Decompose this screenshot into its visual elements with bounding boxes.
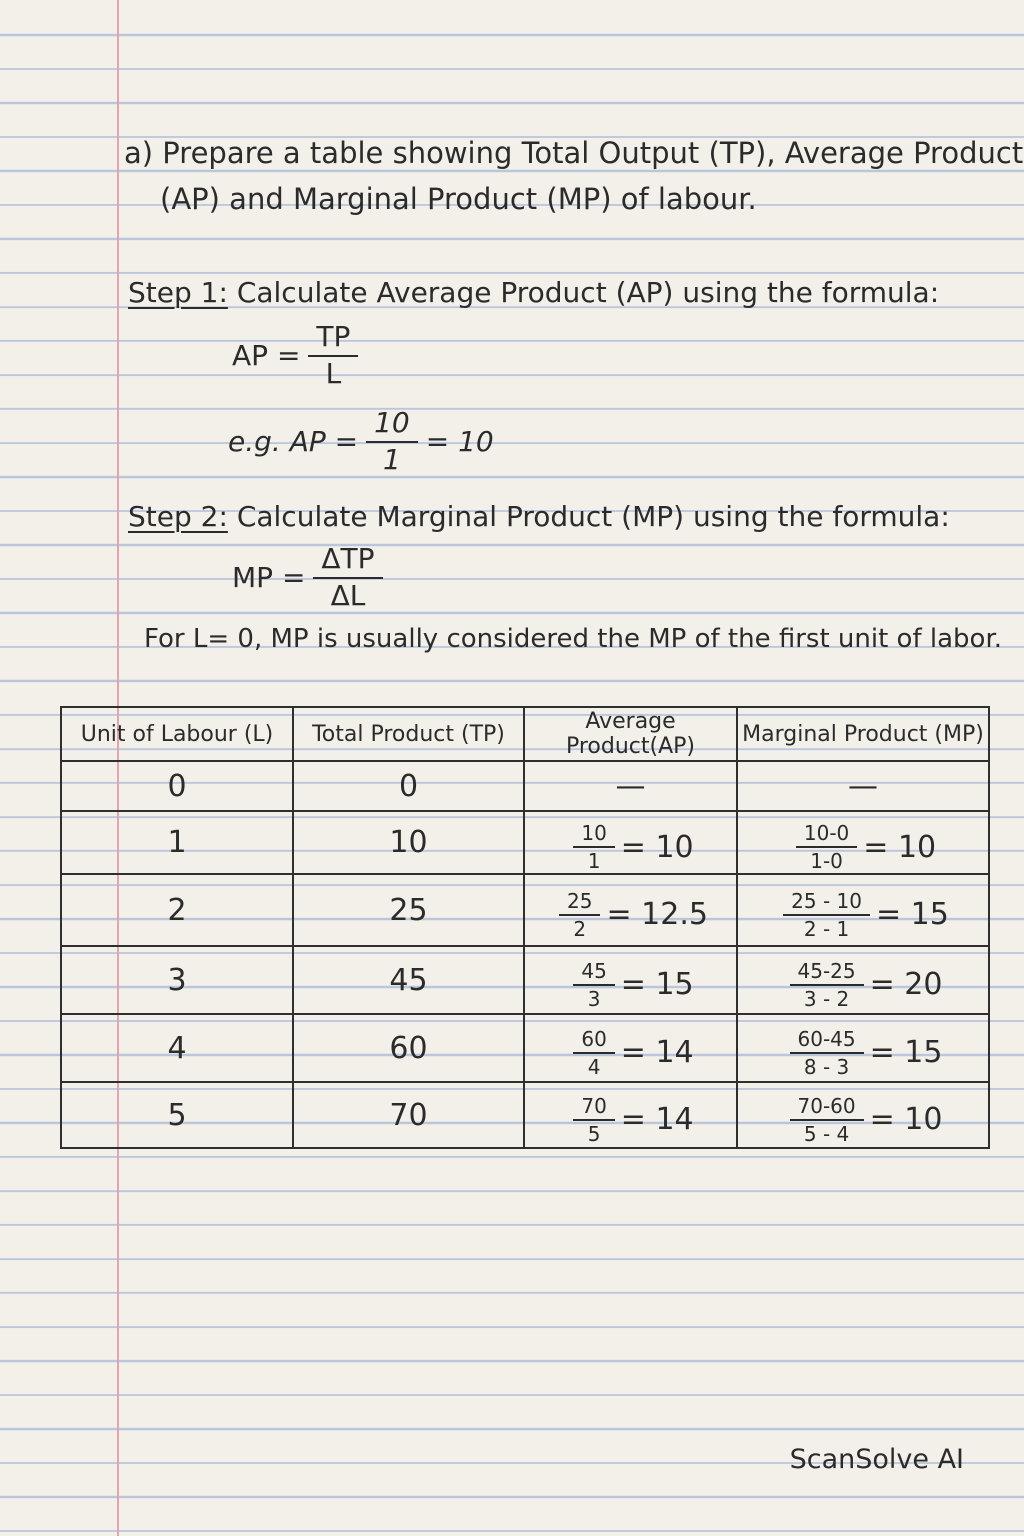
cell-marginal-product [737,811,989,874]
ap-numerator: 70 [573,1095,614,1121]
ap-example-lhs: e.g. AP = [228,425,359,459]
scansolve-watermark: ScanSolve AI [789,1444,964,1475]
cell-marginal-product [737,1014,989,1082]
cell-average-product [524,874,737,946]
cell-average-product: — [524,761,737,811]
ap-denominator: 3 [587,986,601,1011]
ap-fraction [573,1095,614,1145]
mp-value: = 10 [863,829,937,865]
mp-denominator: 3 - 2 [803,986,850,1011]
header-marginal-product: Marginal Product (MP) [737,707,989,761]
step-2-text: Calculate Marginal Product (MP) using the formula: [236,500,950,533]
ap-formula [232,322,366,390]
ap-numerator: 45 [573,960,614,986]
ap-value: = 12.5 [606,897,708,932]
table-header-row [61,707,989,761]
cell-average-product [524,946,737,1014]
question-prompt [124,130,1023,222]
header-average-product: Average Product(AP) [524,707,737,761]
header-total-product: Total Product (TP) [293,707,524,761]
mp-value: = 10 [869,1102,943,1137]
mp-numerator: 60-45 [790,1028,864,1054]
mp-denominator: 1-0 [810,849,843,873]
cell-total-product: 60 [293,1014,524,1082]
ap-fraction [573,960,614,1010]
mp-numerator: 70-60 [790,1095,864,1121]
mp-fraction [783,890,870,940]
mp-fraction [790,960,864,1010]
ap-formula-fraction [308,322,358,390]
ap-example-numerator: 10 [366,408,418,443]
mp-denominator: 8 - 3 [803,1054,850,1079]
table-row [61,874,989,946]
table-row [61,811,989,874]
cell-average-product [524,1082,737,1148]
step-2-instruction [128,500,950,533]
cell-total-product: 10 [293,811,524,874]
mp-value: = 15 [869,1035,943,1070]
step-1-text: Calculate Average Product (AP) using the formula: [236,276,940,309]
cell-marginal-product [737,874,989,946]
cell-average-product [524,811,737,874]
ap-fraction [559,890,600,940]
ap-formula-denominator: L [325,356,342,390]
table-row [61,761,989,811]
mp-numerator: 45-25 [790,960,864,986]
ap-formula-numerator: TP [308,322,358,357]
production-table [60,706,990,1149]
mp-formula-lhs: MP = [232,561,306,595]
ap-numerator: 60 [573,1028,614,1054]
ap-formula-lhs: AP = [232,339,301,373]
mp-formula-denominator: ΔL [330,578,366,612]
ap-denominator: 5 [587,1121,601,1146]
cell-labour: 5 [61,1082,293,1148]
ap-example-result: = 10 [425,425,494,459]
ap-numerator: 10 [573,822,614,848]
mp-value: = 15 [875,897,949,932]
cell-labour: 4 [61,1014,293,1082]
cell-total-product: 25 [293,874,524,946]
ap-fraction [573,822,614,872]
step-1-heading: Step 1: [128,276,228,309]
ap-value: = 15 [620,967,694,1002]
cell-average-product [524,1014,737,1082]
prompt-line-2: (AP) and Marginal Product (MP) of labour. [160,182,757,216]
cell-labour: 3 [61,946,293,1014]
cell-labour: 1 [61,811,293,874]
prompt-line-1: a) Prepare a table showing Total Output (TP), Average Product [124,136,1024,170]
mp-numerator: 25 - 10 [783,890,870,916]
mp-fraction [790,1095,864,1145]
ap-value: = 14 [620,1035,694,1070]
table-row [61,1082,989,1148]
mp-denominator: 5 - 4 [803,1121,850,1146]
table-row [61,946,989,1014]
mp-denominator: 2 - 1 [803,916,850,941]
mp-formula-fraction [313,544,382,612]
mp-formula [232,544,391,612]
cell-marginal-product [737,1082,989,1148]
mp-numerator: 10-0 [796,822,857,848]
cell-total-product: 70 [293,1082,524,1148]
ap-numerator: 25 [559,890,600,916]
cell-labour: 2 [61,874,293,946]
ap-value: = 14 [620,1102,694,1137]
table-row [61,1014,989,1082]
step-2-heading: Step 2: [128,500,228,533]
ap-denominator: 4 [587,1054,601,1079]
header-labour: Unit of Labour (L) [61,707,293,761]
cell-labour: 0 [61,761,293,811]
ap-denominator: 2 [573,916,587,941]
mp-formula-numerator: ΔTP [313,544,382,579]
ap-example-fraction [366,408,418,476]
cell-total-product: 0 [293,761,524,811]
ap-example [228,408,494,476]
cell-marginal-product [737,946,989,1014]
ap-example-denominator: 1 [383,442,401,476]
mp-fraction [790,1028,864,1078]
mp-note: For L= 0, MP is usually considered the MP of the first unit of labor. [144,624,1003,654]
ap-fraction [573,1028,614,1078]
mp-fraction [796,822,857,872]
ap-value: = 10 [620,829,694,865]
mp-value: = 20 [869,967,943,1002]
cell-marginal-product: — [737,761,989,811]
ap-denominator: 1 [587,849,601,873]
step-1-instruction [128,276,939,309]
cell-total-product: 45 [293,946,524,1014]
